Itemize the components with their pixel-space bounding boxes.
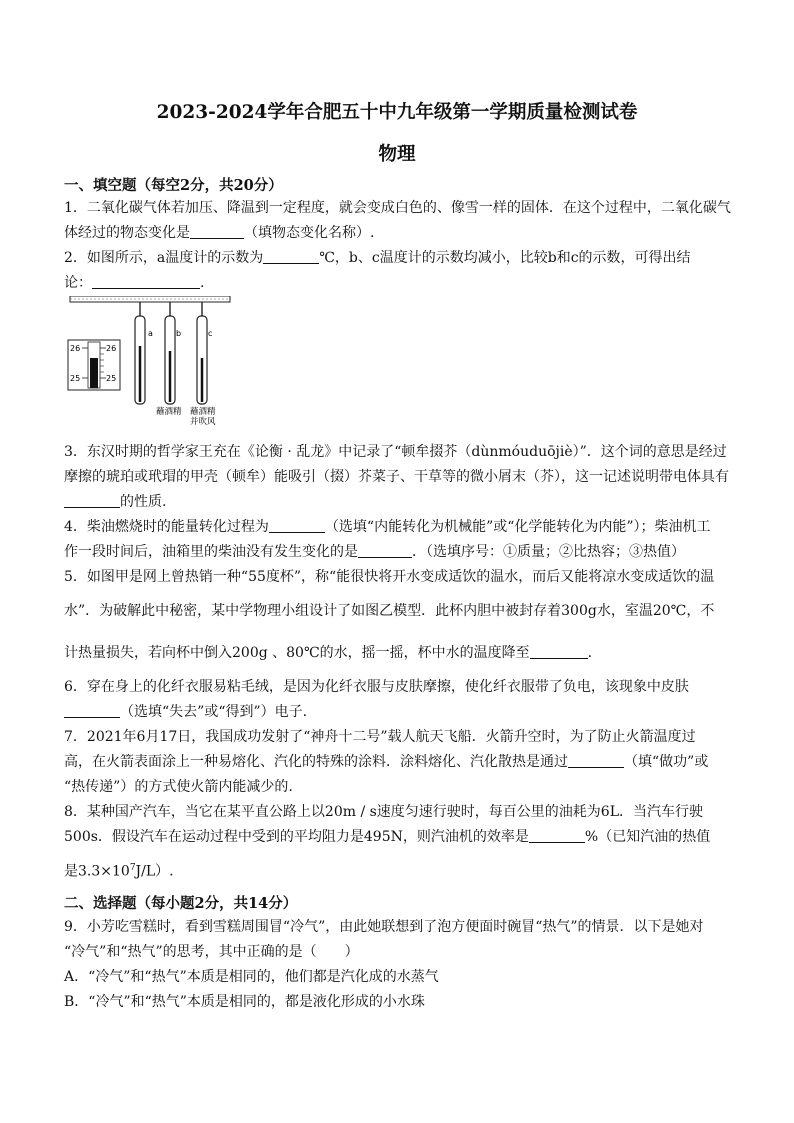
label-b: b [176, 329, 182, 338]
svg-text:26: 26 [106, 344, 117, 353]
q6-line1: 6．穿在身上的化纤衣服易粘毛绒，是因为化纤衣服与皮肤摩擦，使化纤衣服带了负电，该现象中皮肤 [64, 679, 689, 695]
answer-blank[interactable] [530, 644, 588, 659]
section-heading-choice: 二、选择题（每小题2分，共14分） [64, 895, 298, 912]
q8-line2: 500s．假设汽车在运动过程中受到的平均阻力是495N，则汽油机的效率是 %（已知汽油的热值 [64, 829, 711, 845]
magnified-scale [68, 340, 120, 390]
svg-text:26: 26 [70, 344, 81, 353]
q3-line1: 3．东汉时期的哲学家王充在《论衡 · 乱龙》中记录了“顿牟掇芥（dùnmóuduōjiè）”．这个词的意思是经过 [64, 444, 727, 460]
q7-line2: 高，在火箭表面涂上一种易熔化、汽化的特殊的涂料．涂料熔化、汽化散热是通过 （填“做功”或 [64, 754, 709, 770]
q5-line3: 计热量损失，若向杯中倒入200g 、80℃的水，摇一摇，杯中水的温度降至 . [64, 645, 593, 661]
q2-line2: 论： . [64, 275, 205, 291]
q7-line3: “热传递”）的方式使火箭内能减少的. [64, 779, 293, 795]
answer-blank[interactable] [358, 543, 412, 558]
q6-line2: （选填“失去”或“得到”）电子. [64, 702, 307, 722]
q8-line3: 是$3.3\times 10^7J/L$）. [64, 863, 174, 880]
q9-option-a[interactable]: A．“冷气”和“热气”本质是相同的，他们都是汽化成的水蒸气 [64, 969, 439, 985]
exam-title: 2023-2024学年合肥五十中九年级第一学期质量检测试卷 [156, 102, 638, 123]
q3-line2: 摩擦的琥珀或玳瑁的甲壳（顿牟）能吸引（掇）芥菜子、干草等的微小屑末（芥），这一记述说明带电体具有 [64, 469, 729, 485]
q9-line2: “冷气”和“热气”的思考，其中正确的是（ ） [64, 944, 359, 960]
svg-text:25: 25 [106, 374, 117, 383]
q1-line2: 体经过的物态变化是 （填物态变化名称）. [64, 225, 375, 241]
label-c: c [208, 329, 213, 338]
answer-blank[interactable] [64, 703, 120, 718]
caption-c1: 蘸酒精 [190, 407, 216, 417]
answer-blank[interactable] [568, 753, 624, 768]
q2-line1: 2．如图所示，a温度计的示数为 ℃，b、c温度计的示数均减小，比较b和c的示数，可得出结 [64, 250, 691, 266]
answer-blank[interactable] [263, 249, 319, 264]
caption-c2: 并吹风 [190, 417, 216, 426]
answer-blank[interactable] [529, 828, 585, 843]
subject-title: 物理 [378, 144, 416, 165]
q7-line1: 7．2021年6月17日，我国成功发射了“神舟十二号”载人航天飞船．火箭升空时，为了防止火箭温度过 [64, 729, 696, 745]
q5-line2: 水”．为破解此中秘密，某中学物理小组设计了如图乙模型．此杯内胆中被封存着300g水，室温20℃，不 [64, 603, 715, 619]
label-a: a [148, 329, 153, 338]
answer-blank[interactable] [64, 493, 120, 508]
thermometer-figure [60, 296, 240, 426]
answer-blank[interactable] [190, 224, 244, 239]
q8-line1: 8．某种国产汽车，当它在某平直公路上以20m / s速度匀速行驶时，每百公里的油耗为6L．当汽车行驶 [64, 804, 704, 820]
q4-line1: 4．柴油燃烧时的能量转化过程为 （选填“内能转化为机械能”或“化学能转化为内能”）；柴油机工 [64, 519, 711, 535]
q3-line3: 的性质. [64, 492, 166, 512]
q5-line1: 5．如图甲是网上曾热销一种“55度杯”，称“能很快将开水变成适饮的温水，而后又能将凉水变成适饮的温 [64, 569, 715, 585]
svg-text:25: 25 [70, 374, 81, 383]
q9-option-b[interactable]: B．“冷气”和“热气”本质是相同的，都是液化形成的小水珠 [64, 994, 425, 1010]
q1-line1: 1．二氧化碳气体若加压、降温到一定程度，就会变成白色的、像雪一样的固体．在这个过程中，二氧化碳气 [64, 200, 731, 216]
caption-b: 蘸酒精 [156, 407, 182, 417]
answer-blank[interactable] [92, 274, 200, 289]
q9-line1: 9．小芳吃雪糕时，看到雪糕周围冒“冷气”，由此她联想到了泡方便面时碗冒“热气”的情景．以下是她对 [64, 919, 704, 935]
section-heading-fill-blank: 一、填空题（每空2分，共20分） [64, 177, 283, 194]
q4-line2: 作一段时间后，油箱里的柴油没有发生变化的是 ．（选填序号：①质量；②比热容；③热值） [64, 544, 685, 560]
answer-blank[interactable] [269, 518, 325, 533]
